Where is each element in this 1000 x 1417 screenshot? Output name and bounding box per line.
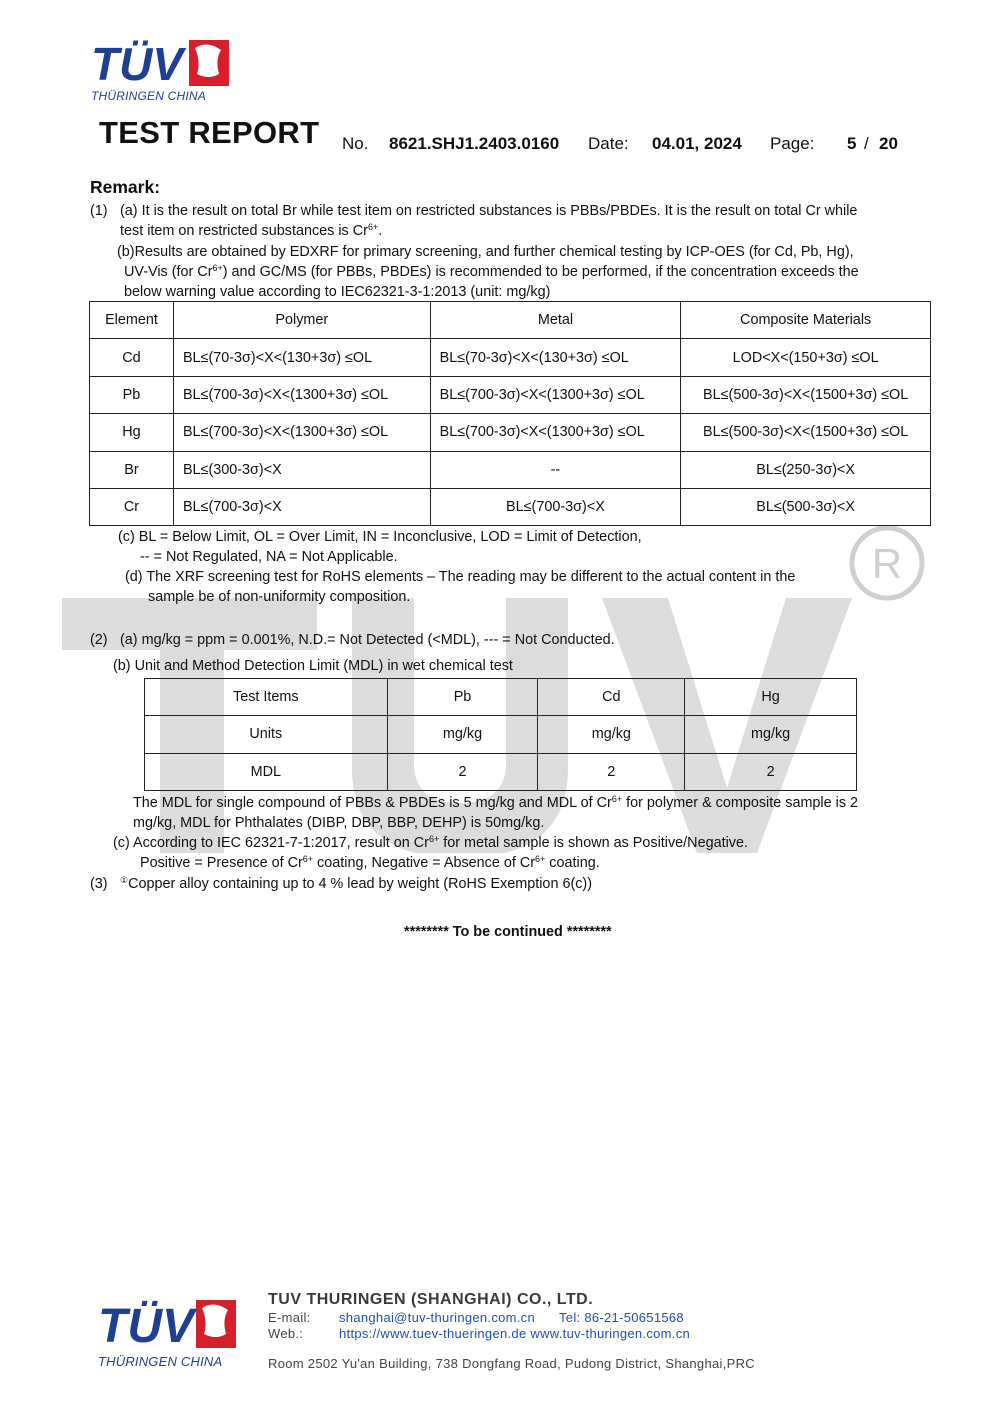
table-header-row <box>145 679 857 716</box>
table-header-cell: Test Items <box>145 679 388 716</box>
page-label: Page: <box>770 134 815 153</box>
table-row <box>90 488 931 525</box>
table-cell: BL≤(70-3σ)<X<(130+3σ) ≤OL <box>173 339 430 376</box>
footer-email-label: E-mail: <box>268 1310 311 1325</box>
table-row <box>90 339 931 376</box>
item2-c-line2: Positive = Presence of $Cr^{6+}$ coating, Negative = Absence of $Cr^{6+}$ coating. <box>140 854 600 871</box>
table-cell: Cr <box>90 488 174 525</box>
item2-b: (b) Unit and Method Detection Limit (MDL) in wet chemical test <box>113 658 513 674</box>
tuv-logo-icon <box>89 38 231 88</box>
table-header-cell: Cd <box>538 679 685 716</box>
table-cell: MDL <box>145 753 388 790</box>
report-title: TEST REPORT <box>99 115 320 150</box>
item1-d-line2: sample be of non-uniformity composition. <box>148 589 411 605</box>
svg-text:TÜV: TÜV <box>91 38 183 88</box>
table-cell: Units <box>145 716 388 753</box>
mdl-note-line1: The MDL for single compound of PBBs & PBDEs is 5 mg/kg and MDL of $Cr^{6+}$ for polymer & composite sample is 2 <box>133 794 859 811</box>
tuv-logo-footer <box>96 1298 238 1369</box>
svg-text:TÜV: TÜV <box>98 1300 194 1350</box>
item2-c-line1: (c) According to IEC 62321-7-1:2017, result on $Cr^{6+}$ for metal sample is shown as Positive/Negative. <box>113 834 748 851</box>
table-header-cell: Hg <box>685 679 857 716</box>
table-cell: Cd <box>90 339 174 376</box>
table-cell: BL≤(500-3σ)<X <box>681 488 931 525</box>
date-label: Date: <box>588 134 629 153</box>
table-cell: BL≤(70-3σ)<X<(130+3σ) ≤OL <box>430 339 681 376</box>
table-cell: Hg <box>90 414 174 451</box>
remark-heading: Remark: <box>90 177 161 197</box>
footer-tel: Tel: 86-21-50651568 <box>559 1310 684 1325</box>
table-cell: BL≤(500-3σ)<X<(1500+3σ) ≤OL <box>681 414 931 451</box>
item2-number: (2) <box>90 632 108 648</box>
table-header-cell: Pb <box>387 679 538 716</box>
page-current: 5 <box>847 134 857 153</box>
page-separator: / <box>864 134 869 153</box>
item1-b-line1: (b)Results are obtained by EDXRF for primary screening, and further chemical testing by ICP-OES (for Cd, Pb, Hg), <box>117 244 854 260</box>
item1-number: (1) <box>90 203 108 219</box>
table-cell: BL≤(700-3σ)<X <box>430 488 681 525</box>
xrf-limit-table <box>89 301 931 526</box>
tuv-logo-icon <box>96 1298 238 1350</box>
logo-subtitle: THÜRINGEN CHINA <box>91 89 207 103</box>
table-header-cell: Metal <box>430 302 681 339</box>
item3-number: (3) <box>90 876 108 892</box>
item1-a-line1: (a) It is the result on total Br while test item on restricted substances is PBBs/PBDEs. It is the result on total Cr while <box>120 203 858 219</box>
table-cell: BL≤(250-3σ)<X <box>681 451 931 488</box>
table-cell: LOD<X<(150+3σ) ≤OL <box>681 339 931 376</box>
item1-c-line1: (c) BL = Below Limit, OL = Over Limit, IN = Inconclusive, LOD = Limit of Detection, <box>118 529 642 545</box>
footer-address: Room 2502 Yu'an Building, 738 Dongfang Road, Pudong District, Shanghai,PRC <box>268 1356 755 1371</box>
footer-email-link[interactable]: shanghai@tuv-thuringen.com.cn <box>339 1310 536 1325</box>
logo-subtitle: THÜRINGEN CHINA <box>98 1354 223 1369</box>
table-cell: BL≤(500-3σ)<X<(1500+3σ) ≤OL <box>681 376 931 413</box>
item1-b-line2: UV-Vis (for $Cr^{6+}$) and GC/MS (for PBBs, PBDEs) is recommended to be performed, if the concentration exceeds the <box>124 263 859 280</box>
footer-web-label: Web.: <box>268 1326 304 1341</box>
footer-web-link[interactable]: https://www.tuev-thueringen.de www.tuv-thuringen.com.cn <box>339 1326 691 1341</box>
page-total: 20 <box>879 134 898 153</box>
table-cell: mg/kg <box>387 716 538 753</box>
table-header-cell: Element <box>90 302 174 339</box>
table-cell: Br <box>90 451 174 488</box>
registered-mark-icon <box>848 524 926 602</box>
table-cell: -- <box>430 451 681 488</box>
mdl-note-line2: mg/kg, MDL for Phthalates (DIBP, DBP, BBP, DEHP) is 50mg/kg. <box>133 815 545 831</box>
item2-a: (a) mg/kg = ppm = 0.001%, N.D.= Not Detected (<MDL), --- = Not Conducted. <box>120 632 615 648</box>
item1-a-line2: test item on restricted substances is $Cr^{6+}$. <box>120 222 383 239</box>
report-no-value: 8621.SHJ1.2403.0160 <box>389 134 560 153</box>
report-no-label: No. <box>342 134 369 153</box>
table-row <box>90 414 931 451</box>
item1-d-line1: (d) The XRF screening test for RoHS elements – The reading may be different to the actual content in the <box>125 569 796 585</box>
footer-company: TUV THURINGEN (SHANGHAI) CO., LTD. <box>268 1291 594 1308</box>
item1-b-line3: below warning value according to IEC62321-3-1:2013 (unit: mg/kg) <box>124 284 551 300</box>
table-cell: BL≤(300-3σ)<X <box>173 451 430 488</box>
table-header-row <box>90 302 931 339</box>
table-cell: BL≤(700-3σ)<X<(1300+3σ) ≤OL <box>173 376 430 413</box>
to-be-continued: ******** To be continued ******** <box>404 924 612 940</box>
item3-text: ①Copper alloy containing up to 4 % lead by weight (RoHS Exemption 6(c)) <box>120 875 593 892</box>
table-cell: BL≤(700-3σ)<X<(1300+3σ) ≤OL <box>430 376 681 413</box>
table-cell: mg/kg <box>538 716 685 753</box>
table-row <box>145 753 857 790</box>
table-cell: Pb <box>90 376 174 413</box>
table-cell: BL≤(700-3σ)<X<(1300+3σ) ≤OL <box>173 414 430 451</box>
table-header-cell: Polymer <box>173 302 430 339</box>
mdl-table <box>144 678 857 791</box>
table-cell: BL≤(700-3σ)<X<(1300+3σ) ≤OL <box>430 414 681 451</box>
table-cell: 2 <box>685 753 857 790</box>
table-cell: 2 <box>387 753 538 790</box>
svg-text:R: R <box>871 540 903 587</box>
table-cell: 2 <box>538 753 685 790</box>
table-cell: mg/kg <box>685 716 857 753</box>
table-header-cell: Composite Materials <box>681 302 931 339</box>
tuv-logo-top <box>89 38 231 103</box>
date-value: 04.01, 2024 <box>652 134 742 153</box>
table-cell: BL≤(700-3σ)<X <box>173 488 430 525</box>
table-row <box>90 376 931 413</box>
table-row <box>145 716 857 753</box>
item1-c-line2: -- = Not Regulated, NA = Not Applicable. <box>140 549 398 565</box>
table-row <box>90 451 931 488</box>
